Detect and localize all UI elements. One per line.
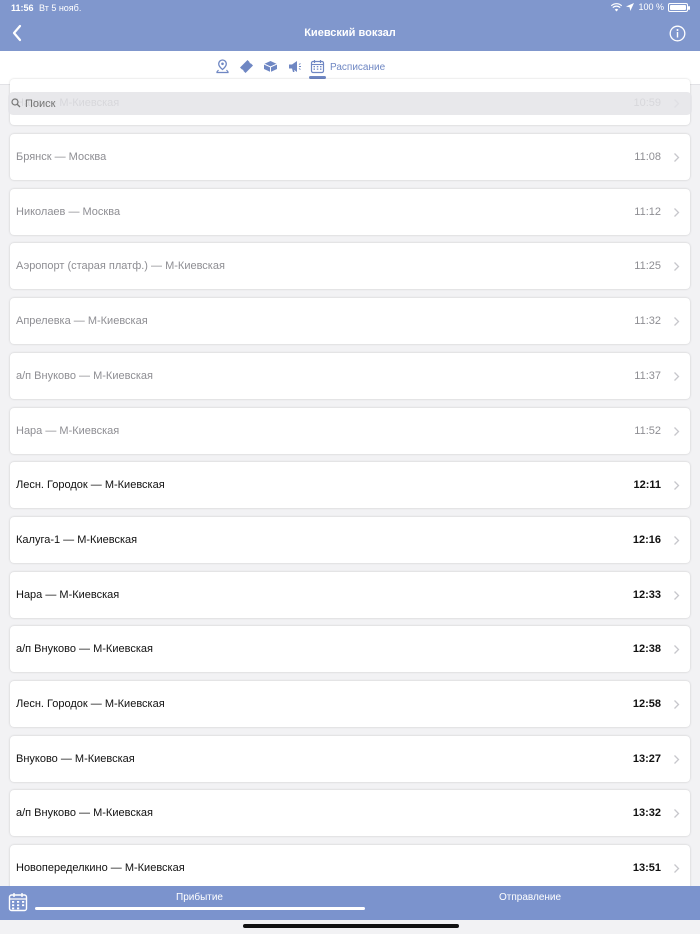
map-pin-icon[interactable] <box>215 59 230 74</box>
departure-time: 12:16 <box>632 534 661 546</box>
route-name: а/п Внуково — М-Киевская <box>16 370 153 382</box>
chevron-right-icon <box>673 426 680 437</box>
top-bar <box>0 0 700 51</box>
status-bar <box>0 0 700 16</box>
route-name: Аэропорт (старая платф.) — М-Киевская <box>16 260 225 272</box>
bottom-bar <box>0 886 700 920</box>
search-icon <box>11 98 21 108</box>
list-item[interactable] <box>10 517 690 563</box>
chevron-right-icon <box>673 535 680 546</box>
chevron-right-icon <box>673 699 680 710</box>
route-name: Лесн. Городок — М-Киевская <box>16 698 165 710</box>
calendar-icon[interactable] <box>8 892 28 912</box>
route-name: Лесн. Городок — М-Киевская <box>16 479 165 491</box>
route-name: Внуково — М-Киевская <box>16 753 135 765</box>
chevron-right-icon <box>673 316 680 327</box>
chevron-right-icon <box>673 480 680 491</box>
departure-time: 11:37 <box>634 370 661 382</box>
route-name: Калуга-1 — М-Киевская <box>16 534 138 546</box>
list-item[interactable] <box>10 736 690 782</box>
departure-time: 11:08 <box>634 151 661 163</box>
list-item[interactable] <box>10 298 690 344</box>
list-item[interactable] <box>10 626 690 672</box>
departure-time: 11:32 <box>634 315 661 327</box>
departure-time: 13:27 <box>632 753 661 765</box>
chevron-right-icon <box>673 207 680 218</box>
route-name: Новопеределкино — М-Киевская <box>16 862 185 874</box>
tab-schedule-label[interactable]: Расписание <box>330 62 386 73</box>
departure-time: 11:12 <box>634 206 661 218</box>
route-name: Нара — М-Киевская <box>16 425 120 437</box>
chevron-right-icon <box>673 371 680 382</box>
ticket-icon[interactable] <box>239 59 254 74</box>
info-icon[interactable] <box>669 25 686 42</box>
status-date: Вт 5 нояб. <box>39 3 82 13</box>
active-bottom-tab-indicator <box>35 907 365 910</box>
battery-icon <box>668 3 688 12</box>
list-item[interactable] <box>10 408 690 454</box>
tab-arrival[interactable]: Прибытие <box>176 892 223 903</box>
list-item[interactable] <box>10 790 690 836</box>
route-name: Николаев — Москва <box>16 206 121 218</box>
departure-time: 13:51 <box>632 862 661 874</box>
route-name: Нара — М-Киевская <box>16 589 120 601</box>
status-right <box>611 2 688 12</box>
wifi-icon <box>611 3 622 12</box>
list-item[interactable] <box>10 353 690 399</box>
chevron-right-icon <box>673 590 680 601</box>
chevron-right-icon <box>673 808 680 819</box>
departure-time: 12:58 <box>632 698 661 710</box>
list-item[interactable] <box>10 243 690 289</box>
calendar-icon[interactable] <box>310 59 325 74</box>
list-item[interactable] <box>10 134 690 180</box>
departure-time: 12:33 <box>632 589 661 601</box>
list-item[interactable] <box>10 572 690 618</box>
list-item[interactable] <box>10 845 690 891</box>
chevron-right-icon <box>673 754 680 765</box>
departure-time: 11:25 <box>634 260 661 272</box>
route-name: Апрелевка — М-Киевская <box>16 315 148 327</box>
search-input[interactable] <box>25 98 125 110</box>
chevron-right-icon <box>673 863 680 874</box>
page-title: Киевский вокзал <box>304 27 396 39</box>
list-item[interactable] <box>10 189 690 235</box>
home-indicator <box>243 924 459 928</box>
chevron-right-icon <box>673 644 680 655</box>
route-name: Брянск — Москва <box>16 151 107 163</box>
status-time: 11:56 <box>11 3 34 13</box>
megaphone-icon[interactable] <box>287 59 302 74</box>
departure-time: 12:11 <box>633 479 661 491</box>
tab-departure[interactable]: Отправление <box>499 892 562 903</box>
search-bar[interactable] <box>8 92 692 115</box>
battery-text: 100 % <box>638 2 664 12</box>
list-item[interactable] <box>10 462 690 508</box>
route-name: а/п Внуково — М-Киевская <box>16 643 153 655</box>
chevron-right-icon <box>673 261 680 272</box>
location-arrow-icon <box>626 3 634 11</box>
chevron-right-icon <box>673 152 680 163</box>
departure-time: 11:52 <box>634 425 661 437</box>
list-item[interactable] <box>10 681 690 727</box>
departure-time: 13:32 <box>632 807 661 819</box>
departure-time: 12:38 <box>632 643 661 655</box>
route-name: а/п Внуково — М-Киевская <box>16 807 153 819</box>
box-icon[interactable] <box>263 59 278 74</box>
